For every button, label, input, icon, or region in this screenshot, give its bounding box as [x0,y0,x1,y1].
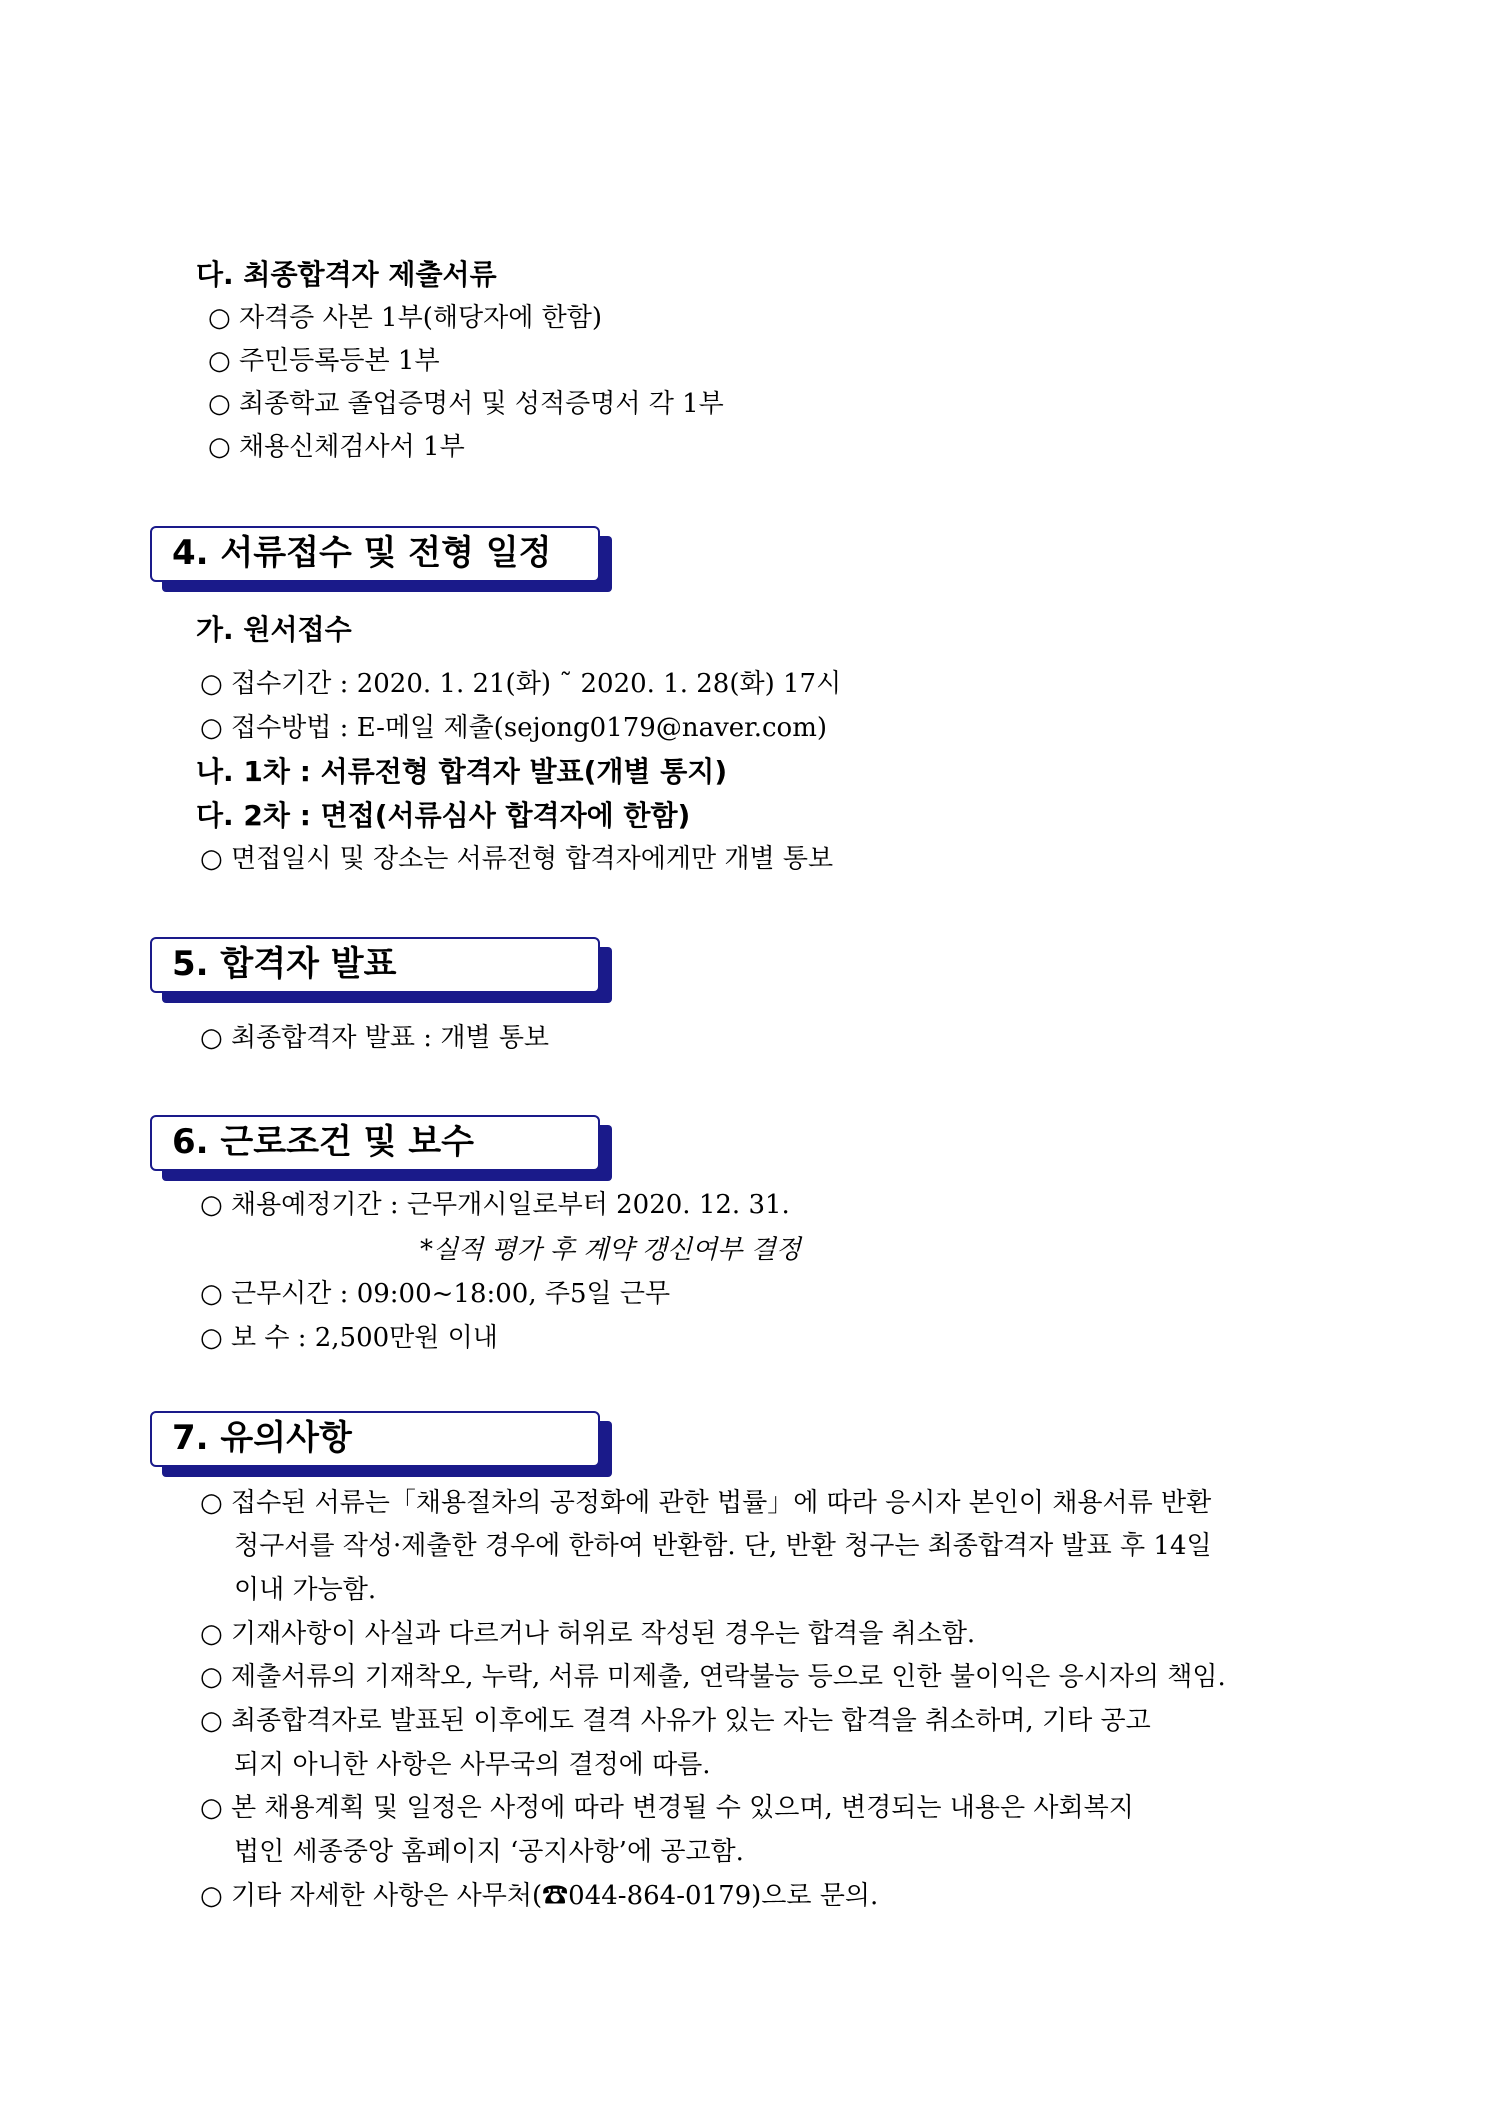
note-text: *실적 평가 후 계약 갱신여부 결정 [420,1235,801,1265]
section-title: 5. 합격자 발표 [172,944,397,984]
section-header-6 [150,1115,600,1171]
list-item: ○ 자격증 사본 1부(해당자에 한함) [208,303,602,333]
list-item-continuation: 법인 세종중앙 홈페이지 ‘공지사항’에 공고함. [234,1837,744,1867]
list-item: ○ 본 채용계획 및 일정은 사정에 따라 변경될 수 있으며, 변경되는 내용은 사회복지 [200,1793,1134,1823]
list-item: ○ 채용신체검사서 1부 [208,432,465,462]
list-item: ○ 제출서류의 기재착오, 누락, 서류 미제출, 연락불능 등으로 인한 불이익은 응시자의 책임. [200,1662,1226,1692]
section-header-5 [150,937,600,993]
list-item-continuation: 청구서를 작성·제출한 경우에 한하여 반환함. 단, 반환 청구는 최종합격자 발표 후 14일 [234,1531,1212,1561]
list-item: ○ 접수방법 : E-메일 제출(sejong0179@naver.com) [200,713,827,743]
list-item: ○ 기타 자세한 사항은 사무처(☎044-864-0179)으로 문의. [200,1881,879,1911]
list-item: ○ 접수기간 : 2020. 1. 21(화) ˜ 2020. 1. 28(화) 17시 [200,669,842,699]
section-title: 6. 근로조건 및 보수 [172,1122,474,1162]
section-header-4 [150,526,600,582]
list-item: ○ 최종합격자로 발표된 이후에도 결격 사유가 있는 자는 합격을 취소하며, 기타 공고 [200,1706,1151,1736]
list-item-continuation: 이내 가능함. [234,1575,377,1605]
list-item: ○ 주민등록등본 1부 [208,346,440,376]
list-item: ○ 근무시간 : 09:00~18:00, 주5일 근무 [200,1279,671,1309]
section-title: 7. 유의사항 [172,1418,352,1458]
list-item: ○ 최종합격자 발표 : 개별 통보 [200,1023,550,1053]
list-item: ○ 보 수 : 2,500만원 이내 [200,1323,498,1353]
subheading-first-stage: 나. 1차 : 서류전형 합격자 발표(개별 통지) [196,755,728,788]
list-item-continuation: 되지 아니한 사항은 사무국의 결정에 따름. [234,1750,711,1780]
list-item: ○ 최종학교 졸업증명서 및 성적증명서 각 1부 [208,389,724,419]
list-item: ○ 기재사항이 사실과 다르거나 허위로 작성된 경우는 합격을 취소함. [200,1619,976,1649]
section-header-7 [150,1411,600,1467]
section-title: 4. 서류접수 및 전형 일정 [172,533,552,573]
list-item: ○ 접수된 서류는「채용절차의 공정화에 관한 법률」에 따라 응시자 본인이 채용서류 반환 [200,1488,1212,1518]
subheading-application: 가. 원서접수 [196,613,352,646]
subheading-final-documents: 다. 최종합격자 제출서류 [196,258,497,291]
list-item: ○ 채용예정기간 : 근무개시일로부터 2020. 12. 31. [200,1190,790,1220]
subheading-second-stage: 다. 2차 : 면접(서류심사 합격자에 한함) [196,799,691,832]
list-item: ○ 면접일시 및 장소는 서류전형 합격자에게만 개별 통보 [200,844,834,874]
